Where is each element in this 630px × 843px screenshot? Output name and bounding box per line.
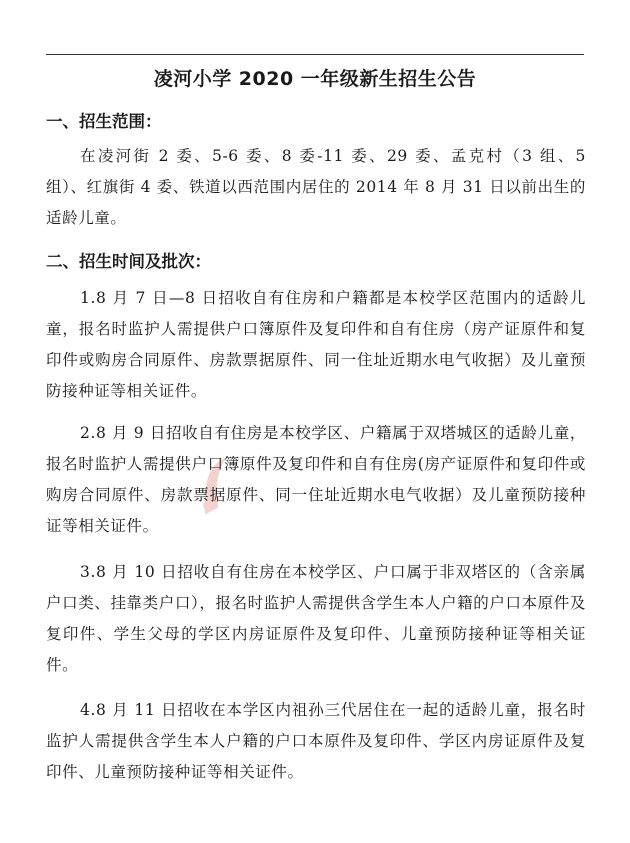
paragraph-batch-2: 2.8 月 9 日招收自有住房是本校学区、户籍属于双塔城区的适龄儿童，报名时监护人需提供户口簿原件及复印件和自有住房(房产证原件和复印件或购房合同原件、房款票据原件、同一住址近期水电气收据）及儿童预防接种证等相关证件。 <box>46 424 586 535</box>
top-rule <box>46 54 584 55</box>
paragraph-batch-3: 3.8 月 10 日招收自有住房在本校学区、户口属于非双塔区的（含亲属户口类、挂靠类户口），报名时监护人需提供含学生本人户籍的户口本原件及复印件、学生父母的学区内房证原件及复印件、儿童预防接种证等相关证件。 <box>46 563 586 674</box>
paragraph-batch-1: 1.8 月 7 日—8 日招收自有住房和户籍都是本校学区范围内的适龄儿童，报名时监护人需提供户口簿原件及复印件和自有住房（房产证原件和复印件或购房合同原件、房款票据原件、同一住址近期水电气收据）及儿童预防接种证等相关证件。 <box>46 289 586 400</box>
section-heading-scope: 一、招生范围： <box>46 112 162 131</box>
section-heading-schedule: 二、招生时间及批次： <box>46 252 211 271</box>
page-title: 凌河小学 2020 一年级新生招生公告 <box>153 68 477 90</box>
paragraph-scope: 在凌河街 2 委、5-6 委、8 委-11 委、29 委、孟克村（3 组、5 组）、红旗街 4 委、铁道以西范围内居住的 2014 年 8 月 31 日以前出生的适龄儿童。 <box>46 147 586 227</box>
paragraph-batch-4: 4.8 月 11 日招收在本学区内祖孙三代居住在一起的适龄儿童，报名时监护人需提供含学生本人户籍的户口本原件及复印件、学区内房证原件及复印件、儿童预防接种证等相关证件。 <box>46 701 586 781</box>
